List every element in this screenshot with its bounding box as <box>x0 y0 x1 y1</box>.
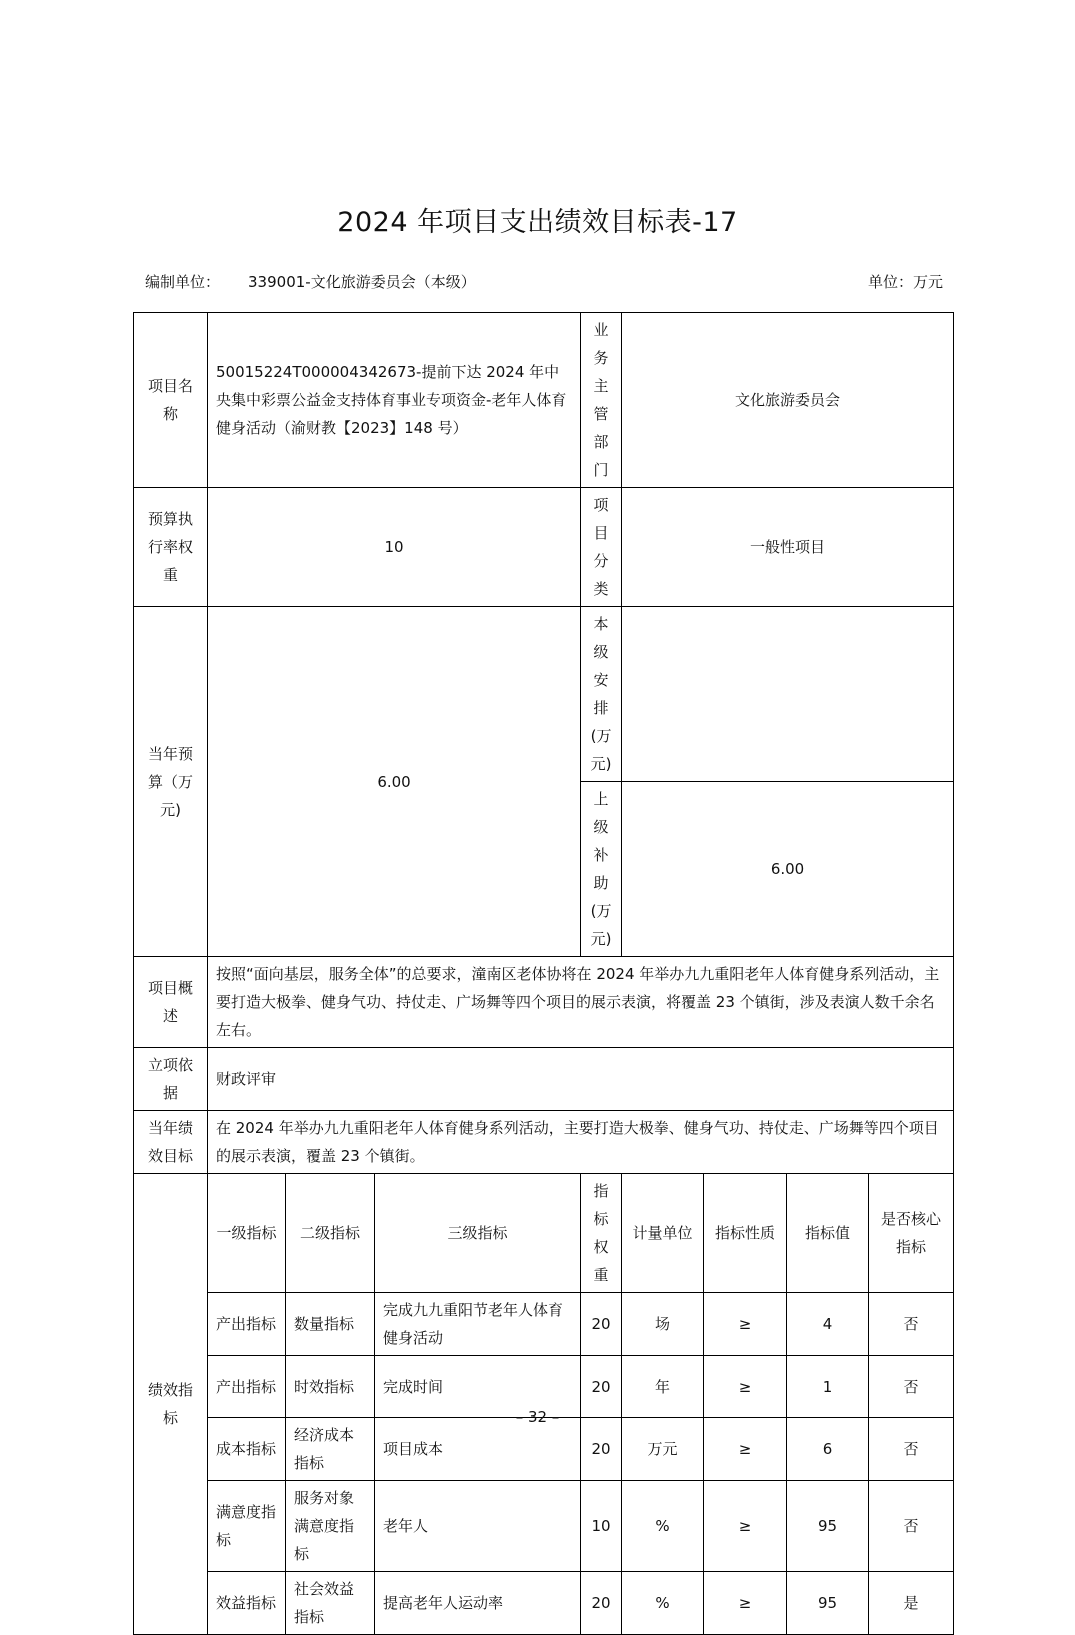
performance-table <box>133 312 954 1635</box>
basis-value: 财政评审 <box>208 1048 954 1111</box>
local-label: 本级安排(万元) <box>581 607 622 782</box>
org-line <box>145 271 476 292</box>
cell-weight: 20 <box>581 1356 622 1418</box>
cell-nature: ≥ <box>704 1418 787 1481</box>
budget-label: 当年预算（万元) <box>134 607 208 957</box>
overview-label: 项目概述 <box>134 957 208 1048</box>
cell-value: 1 <box>787 1356 869 1418</box>
cell-level3: 提高老年人运动率 <box>375 1572 581 1635</box>
basis-label: 立项依据 <box>134 1048 208 1111</box>
page-title: 2024 年项目支出绩效目标表-17 <box>337 207 738 238</box>
indicator-row <box>134 1481 954 1572</box>
indicator-header-row <box>134 1174 954 1293</box>
header-level3: 三级指标 <box>375 1174 581 1293</box>
category-label: 项目分类 <box>581 488 622 607</box>
cell-value: 95 <box>787 1572 869 1635</box>
cell-value: 4 <box>787 1293 869 1356</box>
cell-weight: 10 <box>581 1481 622 1572</box>
cell-weight: 20 <box>581 1293 622 1356</box>
row-budget <box>134 607 954 782</box>
cell-level2: 社会效益指标 <box>286 1572 375 1635</box>
cell-weight: 20 <box>581 1418 622 1481</box>
cell-level1: 成本指标 <box>208 1418 286 1481</box>
budget-value: 6.00 <box>208 607 581 957</box>
header-nature: 指标性质 <box>704 1174 787 1293</box>
cell-unit: 年 <box>622 1356 704 1418</box>
cell-weight: 20 <box>581 1572 622 1635</box>
cell-unit: 万元 <box>622 1418 704 1481</box>
page-number: – 32 – <box>515 1408 560 1426</box>
cell-core: 否 <box>869 1418 954 1481</box>
header-unit: 计量单位 <box>622 1174 704 1293</box>
cell-core: 否 <box>869 1481 954 1572</box>
project-name-label: 项目名称 <box>134 313 208 488</box>
cell-level1: 效益指标 <box>208 1572 286 1635</box>
goal-value: 在 2024 年举办九九重阳老年人体育健身系列活动，主要打造大极拳、健身气功、持仗走、广场舞等四个项目的展示表演，覆盖 23 个镇街。 <box>208 1111 954 1174</box>
cell-unit: % <box>622 1481 704 1572</box>
cell-level2: 数量指标 <box>286 1293 375 1356</box>
dept-label: 业务主管部门 <box>581 313 622 488</box>
header-level1: 一级指标 <box>208 1174 286 1293</box>
cell-level3: 老年人 <box>375 1481 581 1572</box>
cell-level2: 时效指标 <box>286 1356 375 1418</box>
cell-core: 是 <box>869 1572 954 1635</box>
cell-nature: ≥ <box>704 1481 787 1572</box>
cell-unit: 场 <box>622 1293 704 1356</box>
cell-unit: % <box>622 1572 704 1635</box>
header-value: 指标值 <box>787 1174 869 1293</box>
cell-level1: 产出指标 <box>208 1356 286 1418</box>
row-weight <box>134 488 954 607</box>
cell-nature: ≥ <box>704 1356 787 1418</box>
cell-nature: ≥ <box>704 1293 787 1356</box>
row-goal <box>134 1111 954 1174</box>
cell-level1: 满意度指标 <box>208 1481 286 1572</box>
indicator-row <box>134 1418 954 1481</box>
cell-value: 6 <box>787 1418 869 1481</box>
category-value: 一般性项目 <box>622 488 954 607</box>
unit-label: 单位：万元 <box>867 273 943 291</box>
upper-value: 6.00 <box>622 782 954 957</box>
dept-value: 文化旅游委员会 <box>622 313 954 488</box>
org-value: 339001-文化旅游委员会（本级） <box>248 273 476 291</box>
indicators-section-label: 绩效指标 <box>134 1174 208 1635</box>
header-core: 是否核心指标 <box>869 1174 954 1293</box>
header-level2: 二级指标 <box>286 1174 375 1293</box>
row-basis <box>134 1048 954 1111</box>
weight-label: 预算执行率权重 <box>134 488 208 607</box>
cell-nature: ≥ <box>704 1572 787 1635</box>
local-value <box>622 607 954 782</box>
upper-label: 上级补助(万元) <box>581 782 622 957</box>
cell-level2: 服务对象满意度指标 <box>286 1481 375 1572</box>
cell-level3: 完成时间 <box>375 1356 581 1418</box>
project-name-value: 50015224T000004342673-提前下达 2024 年中央集中彩票公益金支持体育事业专项资金-老年人体育健身活动（渝财教【2023】148 号） <box>208 313 581 488</box>
cell-level2: 经济成本指标 <box>286 1418 375 1481</box>
indicator-row <box>134 1293 954 1356</box>
cell-level3: 完成九九重阳节老年人体育健身活动 <box>375 1293 581 1356</box>
cell-value: 95 <box>787 1481 869 1572</box>
header-weight: 指标权重 <box>581 1174 622 1293</box>
cell-core: 否 <box>869 1293 954 1356</box>
indicator-row <box>134 1572 954 1635</box>
row-project-name <box>134 313 954 488</box>
goal-label: 当年绩效目标 <box>134 1111 208 1174</box>
weight-value: 10 <box>208 488 581 607</box>
overview-value: 按照“面向基层，服务全体”的总要求，潼南区老体协将在 2024 年举办九九重阳老年人体育健身系列活动，主要打造大极拳、健身气功、持仗走、广场舞等四个项目的展示表演，将覆盖 23 个镇街，涉及表演人数千余名左右。 <box>208 957 954 1048</box>
cell-core: 否 <box>869 1356 954 1418</box>
cell-level3: 项目成本 <box>375 1418 581 1481</box>
row-overview <box>134 957 954 1048</box>
cell-level1: 产出指标 <box>208 1293 286 1356</box>
org-label: 编制单位： <box>145 273 221 291</box>
